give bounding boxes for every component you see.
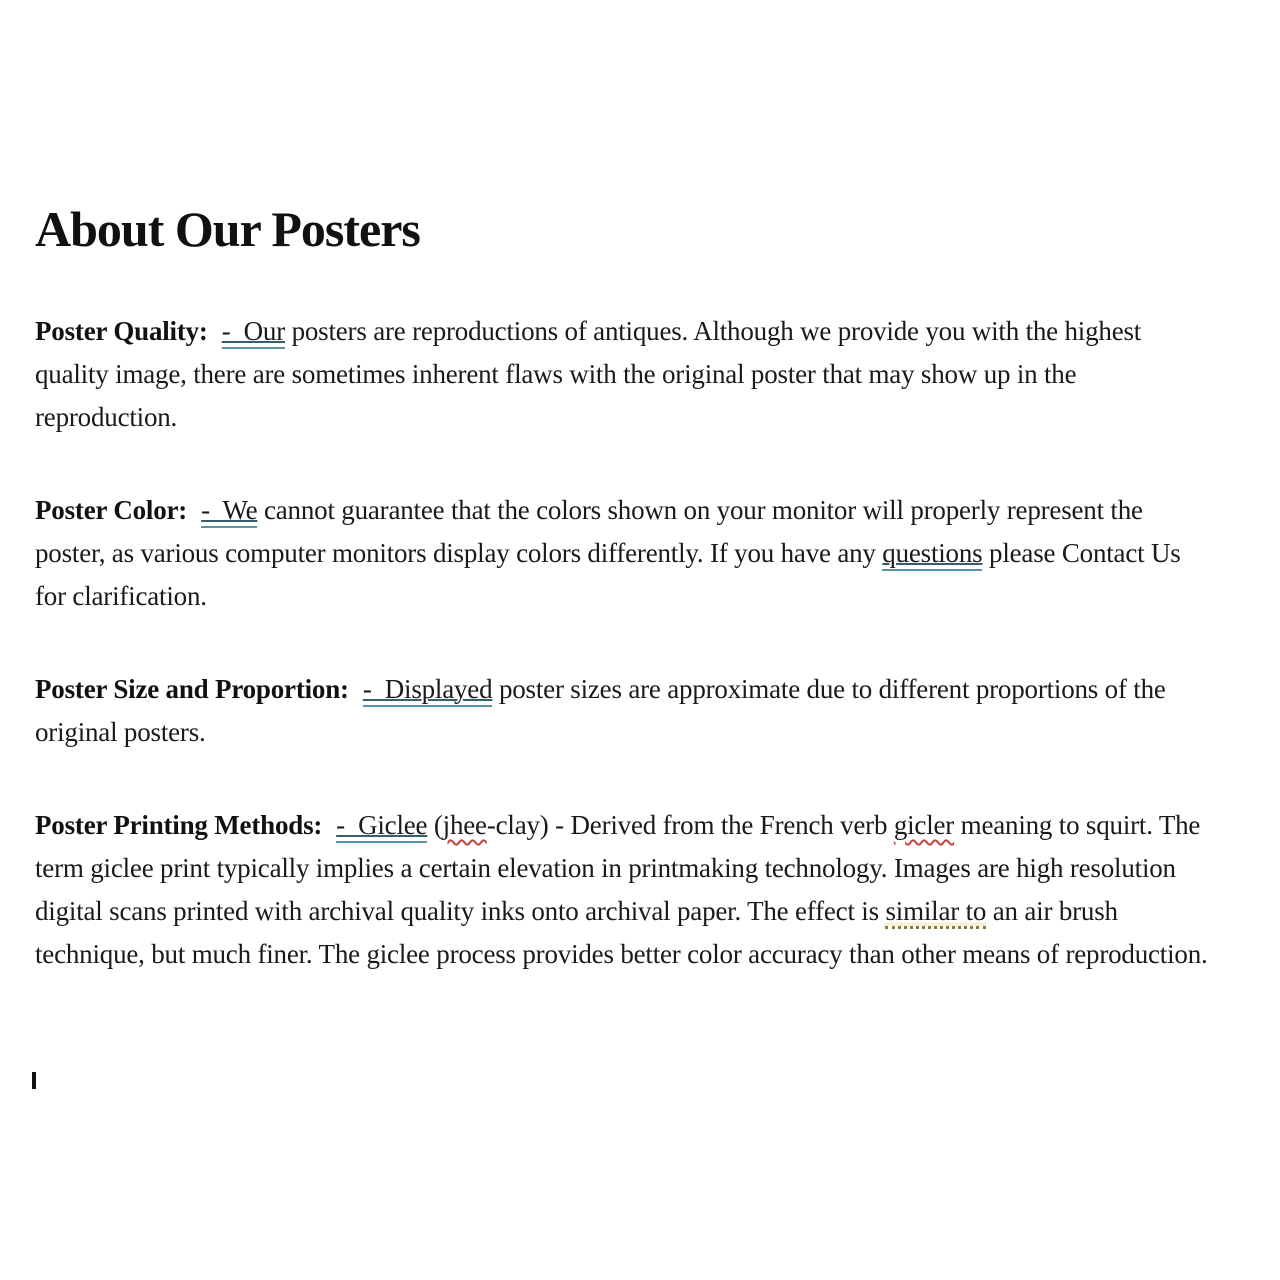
page-title: About Our Posters bbox=[35, 201, 420, 257]
poster-quality-label: Poster Quality: bbox=[35, 316, 208, 346]
poster-printing-link[interactable]: - Giclee bbox=[336, 810, 427, 843]
paragraph-poster-printing bbox=[35, 804, 1208, 976]
poster-color-label: Poster Color: bbox=[35, 495, 188, 525]
poster-color-text-1: cannot guarantee that the colors shown on your monitor will properly represent the poster, as various computer monitors display colors differently. If you have any bbox=[35, 495, 1143, 568]
questions-link[interactable]: questions bbox=[882, 538, 982, 571]
paragraph-poster-quality bbox=[35, 310, 1208, 439]
poster-printing-label: Poster Printing Methods: bbox=[35, 810, 323, 840]
grammar-flagged-phrase: similar to bbox=[885, 896, 986, 929]
poster-color-text-2: please Contact Us for clarification. bbox=[35, 538, 1181, 611]
text-cursor bbox=[32, 1072, 36, 1089]
poster-color-link[interactable]: - We bbox=[201, 495, 257, 528]
paragraph-poster-color bbox=[35, 489, 1208, 618]
poster-printing-text-4: an air brush technique, but much finer. The giclee process provides better color accuracy than other means of reproduction. bbox=[35, 896, 1208, 969]
poster-printing-text-3: meaning to squirt. The term giclee print typically implies a certain elevation in printmaking technology. Images are high resolution digital scans printed with archival quality inks onto archival paper. The effect is bbox=[35, 810, 1201, 926]
misspelled-word-gicler: gicler bbox=[893, 810, 955, 840]
poster-quality-link[interactable]: - Our bbox=[222, 316, 285, 349]
poster-printing-text-2: -clay) - Derived from the French verb bbox=[486, 810, 894, 840]
poster-size-link[interactable]: - Displayed bbox=[363, 674, 493, 707]
poster-quality-text: posters are reproductions of antiques. Although we provide you with the highest quality image, there are sometimes inherent flaws with the original poster that may show up in the reproduction. bbox=[35, 316, 1142, 432]
paragraph-poster-size bbox=[35, 668, 1208, 754]
poster-size-label: Poster Size and Proportion: bbox=[35, 674, 349, 704]
poster-printing-text-1: ( bbox=[427, 810, 443, 840]
misspelled-word-jhee: jhee bbox=[442, 810, 487, 840]
poster-size-text: poster sizes are approximate due to different proportions of the original posters. bbox=[35, 674, 1166, 747]
